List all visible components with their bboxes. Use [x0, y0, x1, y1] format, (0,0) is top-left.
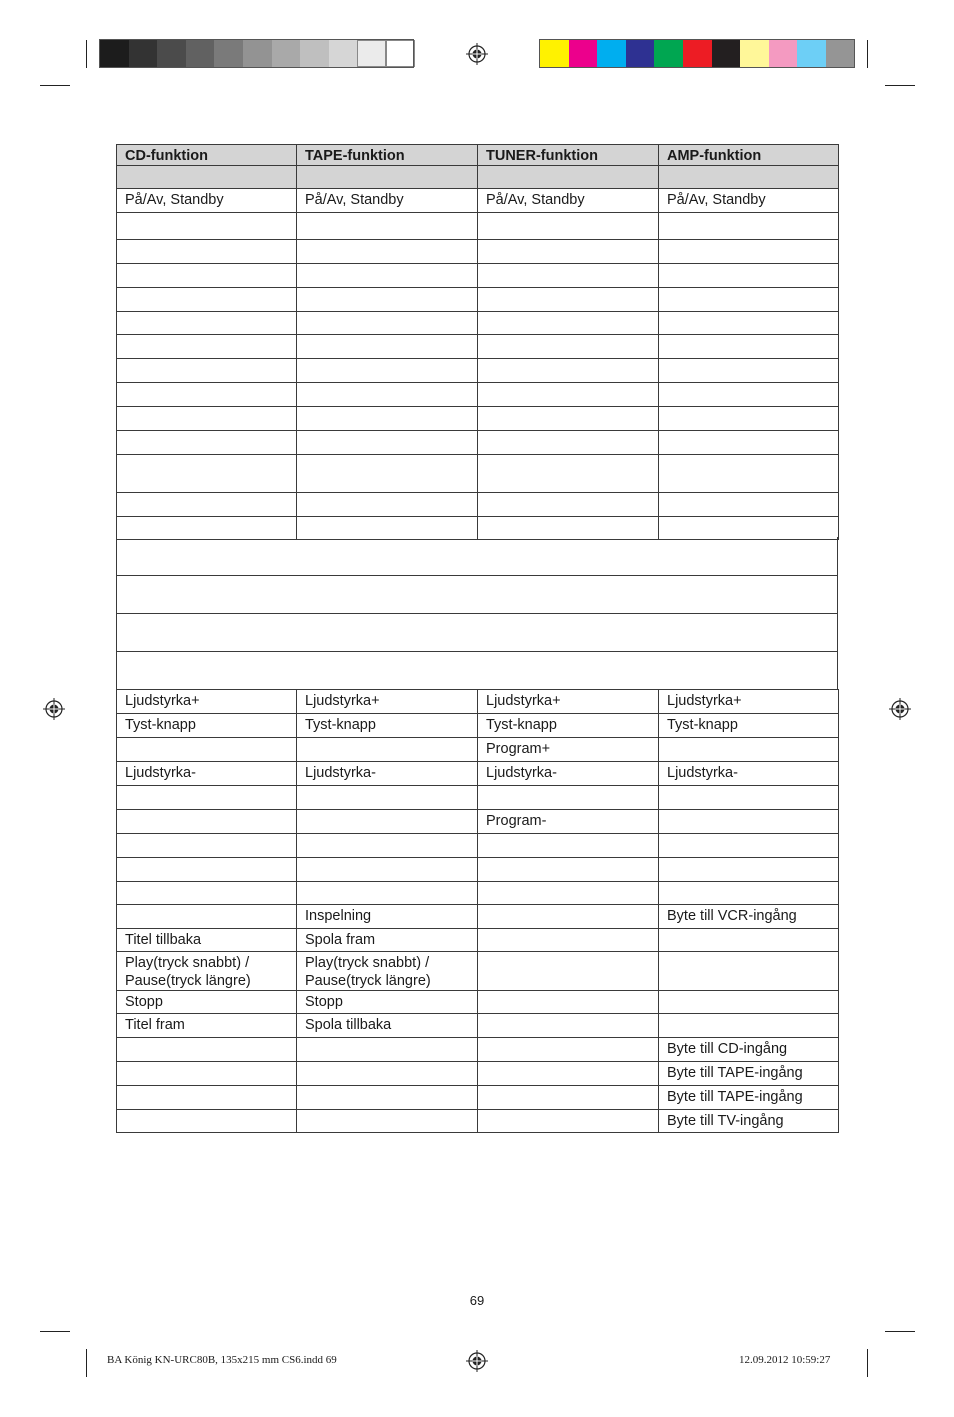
table-cell [297, 1086, 478, 1110]
table-cell: Spola fram [297, 929, 478, 952]
table-cell: På/Av, Standby [659, 189, 839, 213]
table-cell: TAPE-funktion [297, 145, 478, 166]
table-cell [659, 240, 839, 264]
table-row [117, 1086, 839, 1110]
table-row [117, 1038, 839, 1062]
table-cell [659, 952, 839, 991]
table-cell: Ljudstyrka- [478, 762, 659, 786]
table-cell [117, 834, 297, 858]
table-cell [659, 786, 839, 810]
color-bar-frame [539, 39, 855, 68]
table-cell [478, 991, 659, 1014]
table-row [117, 882, 839, 905]
table-cell [478, 288, 659, 312]
table-row [117, 312, 839, 335]
crop-mark [40, 85, 70, 86]
table-cell [297, 1062, 478, 1086]
table-cell [297, 213, 478, 240]
table-cell: Ljudstyrka- [297, 762, 478, 786]
table-row [117, 858, 839, 882]
table-cell: Play(tryck snabbt) / Pause(tryck längre) [117, 952, 297, 991]
table-row [117, 714, 839, 738]
table-cell [478, 929, 659, 952]
table-cell: TUNER-funktion [478, 145, 659, 166]
table-cell: Ljudstyrka+ [478, 690, 659, 714]
table-cell [478, 455, 659, 493]
table-cell [117, 359, 297, 383]
table-cell: Spola tillbaka [297, 1014, 478, 1038]
table-cell [659, 493, 839, 517]
table-row [117, 431, 839, 455]
table-cell [659, 882, 839, 905]
table-row [117, 517, 839, 540]
table-row [117, 690, 839, 714]
table-cell: Tyst-knapp [659, 714, 839, 738]
table-cell [117, 1086, 297, 1110]
table-cell [659, 383, 839, 407]
table-cell [297, 738, 478, 762]
slug-timestamp: 12.09.2012 10:59:27 [739, 1354, 831, 1366]
table-row [117, 929, 839, 952]
table-row [117, 383, 839, 407]
crop-mark [40, 1331, 70, 1332]
table-cell [297, 166, 478, 189]
table-cell [478, 905, 659, 929]
table-row [117, 145, 839, 166]
table-cell [297, 383, 478, 407]
table-cell: Program+ [478, 738, 659, 762]
registration-mark-icon [466, 1350, 488, 1372]
table-cell [478, 517, 659, 540]
table-cell [478, 359, 659, 383]
table-cell [659, 312, 839, 335]
table-row-divider [116, 613, 838, 614]
table-cell [297, 517, 478, 540]
table-cell: Stopp [117, 991, 297, 1014]
table-row [117, 240, 839, 264]
table-row [117, 905, 839, 929]
table-cell [478, 431, 659, 455]
table-cell [659, 213, 839, 240]
function-table-bottom [116, 689, 839, 1133]
table-cell [117, 431, 297, 455]
registration-mark-icon [889, 698, 911, 720]
gray-bar-frame [99, 39, 414, 68]
crop-mark [867, 1349, 868, 1377]
table-cell [659, 335, 839, 359]
table-row [117, 786, 839, 810]
slug-file-info: BA König KN-URC80B, 135x215 mm CS6.indd 69 [107, 1354, 337, 1366]
table-cell [297, 834, 478, 858]
table-cell [117, 1110, 297, 1133]
table-cell [659, 431, 839, 455]
table-row [117, 166, 839, 189]
table-cell: Inspelning [297, 905, 478, 929]
table-cell: Ljudstyrka- [659, 762, 839, 786]
table-cell [297, 455, 478, 493]
table-row [117, 1062, 839, 1086]
function-table-top [116, 144, 839, 540]
table-cell [659, 455, 839, 493]
table-cell: Tyst-knapp [297, 714, 478, 738]
table-cell [117, 383, 297, 407]
registration-mark-icon [43, 698, 65, 720]
table-cell [659, 288, 839, 312]
table-cell: På/Av, Standby [117, 189, 297, 213]
table-cell [297, 288, 478, 312]
table-cell [117, 882, 297, 905]
table-row [117, 1014, 839, 1038]
table-cell [659, 929, 839, 952]
table-cell [659, 359, 839, 383]
table-cell [659, 738, 839, 762]
table-cell [117, 738, 297, 762]
table-cell: Ljudstyrka+ [659, 690, 839, 714]
registration-mark-icon [466, 43, 488, 65]
crop-mark [885, 1331, 915, 1332]
table-cell: AMP-funktion [659, 145, 839, 166]
table-cell: CD-funktion [117, 145, 297, 166]
table-cell [117, 786, 297, 810]
table-cell [478, 493, 659, 517]
table-cell: Byte till TAPE-ingång [659, 1062, 839, 1086]
table-cell [297, 882, 478, 905]
table-row [117, 991, 839, 1014]
table-cell [659, 407, 839, 431]
table-cell [117, 493, 297, 517]
table-row [117, 359, 839, 383]
table-cell [297, 1038, 478, 1062]
table-cell [659, 810, 839, 834]
table-row [117, 762, 839, 786]
table-row [117, 189, 839, 213]
table-cell: Byte till TV-ingång [659, 1110, 839, 1133]
table-cell [478, 383, 659, 407]
table-cell: På/Av, Standby [297, 189, 478, 213]
table-row [117, 952, 839, 991]
table-cell: Titel tillbaka [117, 929, 297, 952]
table-cell [297, 493, 478, 517]
table-cell: Ljudstyrka- [117, 762, 297, 786]
table-cell: Titel fram [117, 1014, 297, 1038]
table-cell [117, 240, 297, 264]
table-row [117, 834, 839, 858]
table-row [117, 738, 839, 762]
table-cell: Ljudstyrka+ [297, 690, 478, 714]
table-row [117, 288, 839, 312]
crop-mark [86, 1349, 87, 1377]
table-cell [478, 952, 659, 991]
table-cell [117, 1038, 297, 1062]
table-cell [297, 858, 478, 882]
table-cell [478, 407, 659, 431]
table-cell [478, 166, 659, 189]
table-cell [478, 312, 659, 335]
table-cell [659, 858, 839, 882]
table-row [117, 493, 839, 517]
table-cell: Byte till TAPE-ingång [659, 1086, 839, 1110]
table-cell [478, 335, 659, 359]
table-cell [117, 213, 297, 240]
table-cell [478, 1086, 659, 1110]
table-cell [478, 240, 659, 264]
table-cell: På/Av, Standby [478, 189, 659, 213]
table-cell [478, 264, 659, 288]
table-cell [478, 858, 659, 882]
table-row [117, 455, 839, 493]
table-row-divider [116, 651, 838, 652]
table-cell [478, 882, 659, 905]
table-row-divider [116, 575, 838, 576]
crop-mark [86, 40, 87, 68]
table-cell [659, 264, 839, 288]
table-cell [297, 264, 478, 288]
table-cell: Tyst-knapp [117, 714, 297, 738]
table-cell [478, 834, 659, 858]
table-cell [297, 810, 478, 834]
table-row [117, 1110, 839, 1133]
table-cell [117, 264, 297, 288]
table-cell [297, 431, 478, 455]
table-cell [117, 335, 297, 359]
table-cell: Program- [478, 810, 659, 834]
table-cell: Byte till CD-ingång [659, 1038, 839, 1062]
table-cell [659, 166, 839, 189]
table-cell [297, 359, 478, 383]
table-cell [117, 407, 297, 431]
table-row [117, 810, 839, 834]
table-cell [117, 288, 297, 312]
table-cell [117, 905, 297, 929]
table-cell [117, 166, 297, 189]
table-cell [478, 786, 659, 810]
table-cell [297, 335, 478, 359]
table-cell [117, 858, 297, 882]
table-cell [117, 810, 297, 834]
table-row [117, 335, 839, 359]
page-number: 69 [469, 1293, 485, 1308]
table-cell [117, 312, 297, 335]
table-cell [297, 407, 478, 431]
crop-mark [885, 85, 915, 86]
table-cell [297, 312, 478, 335]
table-row [117, 407, 839, 431]
table-row [117, 213, 839, 240]
table-cell [117, 1062, 297, 1086]
table-cell [659, 517, 839, 540]
table-cell: Byte till VCR-ingång [659, 905, 839, 929]
table-row [117, 264, 839, 288]
table-cell [478, 1014, 659, 1038]
table-cell [117, 455, 297, 493]
table-cell [297, 1110, 478, 1133]
table-cell [117, 517, 297, 540]
table-cell [659, 991, 839, 1014]
table-cell: Stopp [297, 991, 478, 1014]
table-cell [659, 834, 839, 858]
table-cell [478, 1062, 659, 1086]
table-cell [659, 1014, 839, 1038]
table-cell: Tyst-knapp [478, 714, 659, 738]
table-cell [478, 1110, 659, 1133]
table-cell [297, 786, 478, 810]
table-cell: Ljudstyrka+ [117, 690, 297, 714]
crop-mark [867, 40, 868, 68]
table-cell [297, 240, 478, 264]
table-cell [478, 213, 659, 240]
table-cell: Play(tryck snabbt) / Pause(tryck längre) [297, 952, 478, 991]
table-cell [478, 1038, 659, 1062]
